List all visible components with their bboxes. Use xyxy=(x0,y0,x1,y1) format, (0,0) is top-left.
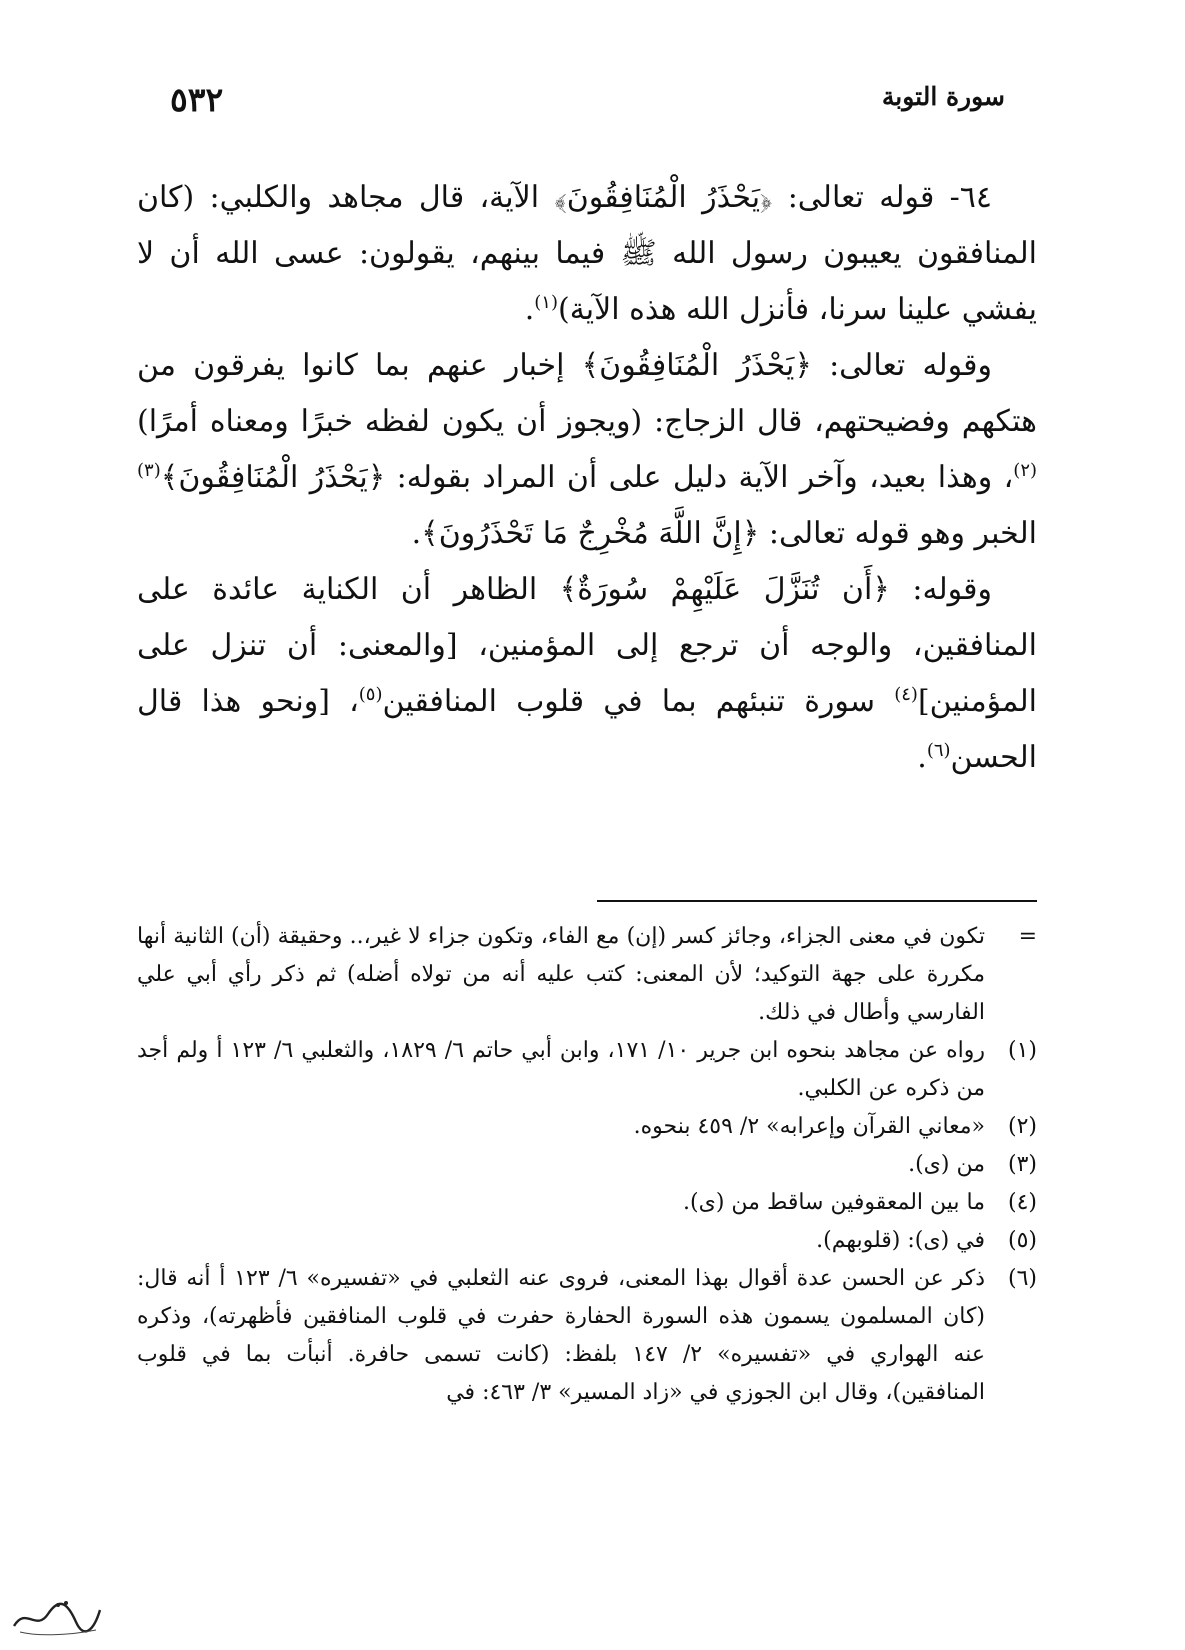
footnote-text: في (ى): (قلوبهم). xyxy=(816,1228,985,1253)
footnote-ref: (٦) xyxy=(926,740,951,761)
footnote-text: ذكر عن الحسن عدة أقوال بهذا المعنى، فروى عنه الثعلبي في «تفسيره» ٦/ ١٢٣ أ أنه قال: (كان المسلمون يسمون هذه السورة الحفارة حفرت في قلوب المنافقين فأظهرته)، وذكره عنه الهواري في «تفسيره» ٢/ ١٤٧ بلفظ: (كانت تسمى حافرة. أنبأت بما في قلوب المنافقين)، وقال ابن الجوزي في «زاد المسير» ٣/ ٤٦٣: في xyxy=(137,1266,986,1405)
footnote-4 xyxy=(137,1184,1037,1222)
footnote-2 xyxy=(137,1108,1037,1146)
footnote-mark: (٣) xyxy=(1007,1152,1037,1177)
quran-quote: ﴿يَحْذَرُ الْمُنَافِقُونَ﴾ xyxy=(581,348,812,383)
quran-quote: ﴿يَحْذَرُ الْمُنَافِقُونَ﴾ xyxy=(554,180,773,215)
library-logo-icon xyxy=(6,1596,106,1640)
footnote-3 xyxy=(137,1146,1037,1184)
footnote-ref: (٤) xyxy=(894,684,918,705)
footnote-ref: (٢) xyxy=(1013,460,1038,481)
footnote-mark: (٤) xyxy=(1007,1190,1037,1215)
quran-quote: ﴿يَحْذَرُ الْمُنَافِقُونَ﴾ xyxy=(160,460,386,495)
footnote-text: «معاني القرآن وإعرابه» ٢/ ٤٥٩ بنحوه. xyxy=(633,1114,985,1139)
footnote-text: تكون في معنى الجزاء، وجائز كسر (إن) مع الفاء، وتكون جزاء لا غير،.. وحقيقة (أن) الثانية أنها مكررة على جهة التوكيد؛ لأن المعنى: كتب عليه أنه من تولاه أضله) ثم ذكر رأي أبي علي الفارسي وأطال في ذلك. xyxy=(137,924,985,1025)
footnote-mark: (٥) xyxy=(1007,1228,1037,1253)
paragraph-commentary-2: وقوله: ﴿أَن تُنَزَّلَ عَلَيْهِمْ سُورَةٌ﴾ الظاهر أن الكناية عائدة على المنافقين، والوجه أن ترجع إلى المؤمنين، [والمعنى: أن تنزل على المؤمنين]$^{(٤)}$ سورة تنبئهم بما في قلوب المنافقين$^{(٥)}$، [ونحو هذا قال الحسن$^{(٦)}$. xyxy=(137,572,1037,775)
footnote-mark: (٢) xyxy=(1007,1114,1037,1139)
footnote-ref: (١) xyxy=(534,292,558,313)
footnote-6 xyxy=(137,1260,1037,1412)
quran-quote: ﴿إِنَّ اللَّهَ مُخْرِجٌ مَا تَحْذَرُونَ﴾ xyxy=(421,516,760,551)
paragraph-commentary-1: وقوله تعالى: ﴿يَحْذَرُ الْمُنَافِقُونَ﴾ إخبار عنهم بما كانوا يفرقون من هتكهم وفضيحتهم، قال الزجاج: (ويجوز أن يكون لفظه خبرًا ومعناه أمرًا)$^{(٢)}$، وهذا بعيد، وآخر الآية دليل على أن المراد بقوله: ﴿يَحْذَرُ الْمُنَافِقُونَ﴾$^{(٣)}$ الخبر وهو قوله تعالى: ﴿إِنَّ اللَّهَ مُخْرِجٌ مَا تَحْذَرُونَ﴾. xyxy=(137,348,1038,551)
paragraph-64: ٦٤- قوله تعالى: ﴿يَحْذَرُ الْمُنَافِقُونَ﴾ الآية، قال مجاهد والكلبي: (كان المنافقون يعيبون رسول الله ﷺ فيما بينهم، يقولون: عسى الله أن لا يفشي علينا سرنا، فأنزل الله هذه الآية)$^{(١)}$. xyxy=(137,180,1037,327)
footnotes xyxy=(137,918,1037,1412)
footnote-mark: (١) xyxy=(1007,1038,1037,1063)
footnote-divider xyxy=(597,900,1037,902)
verse-number: ٦٤- xyxy=(949,180,992,215)
footnote-ref: (٣) xyxy=(137,460,161,481)
running-title: سورة التوبة xyxy=(881,82,1005,111)
quran-quote: ﴿أَن تُنَزَّلَ عَلَيْهِمْ سُورَةٌ﴾ xyxy=(559,572,890,607)
footnote-text: رواه عن مجاهد بنحوه ابن جرير ١٠/ ١٧١، وابن أبي حاتم ٦/ ١٨٢٩، والثعلبي ٦/ ١٢٣ أ ولم أجد من ذكره عن الكلبي. xyxy=(137,1038,986,1101)
footnote-mark: = xyxy=(1018,924,1037,949)
footnote-continued xyxy=(137,918,1037,1032)
footnote-mark: (٦) xyxy=(1007,1266,1037,1291)
footnote-ref: (٥) xyxy=(358,684,383,705)
page-number: ٥٣٢ xyxy=(170,80,224,119)
footnote-text: ما بين المعقوفين ساقط من (ى). xyxy=(683,1190,985,1215)
footnote-1 xyxy=(137,1032,1037,1108)
footnote-5 xyxy=(137,1222,1037,1260)
footnote-text: من (ى). xyxy=(908,1152,985,1177)
page-header xyxy=(170,82,1005,132)
main-text xyxy=(137,170,1037,786)
